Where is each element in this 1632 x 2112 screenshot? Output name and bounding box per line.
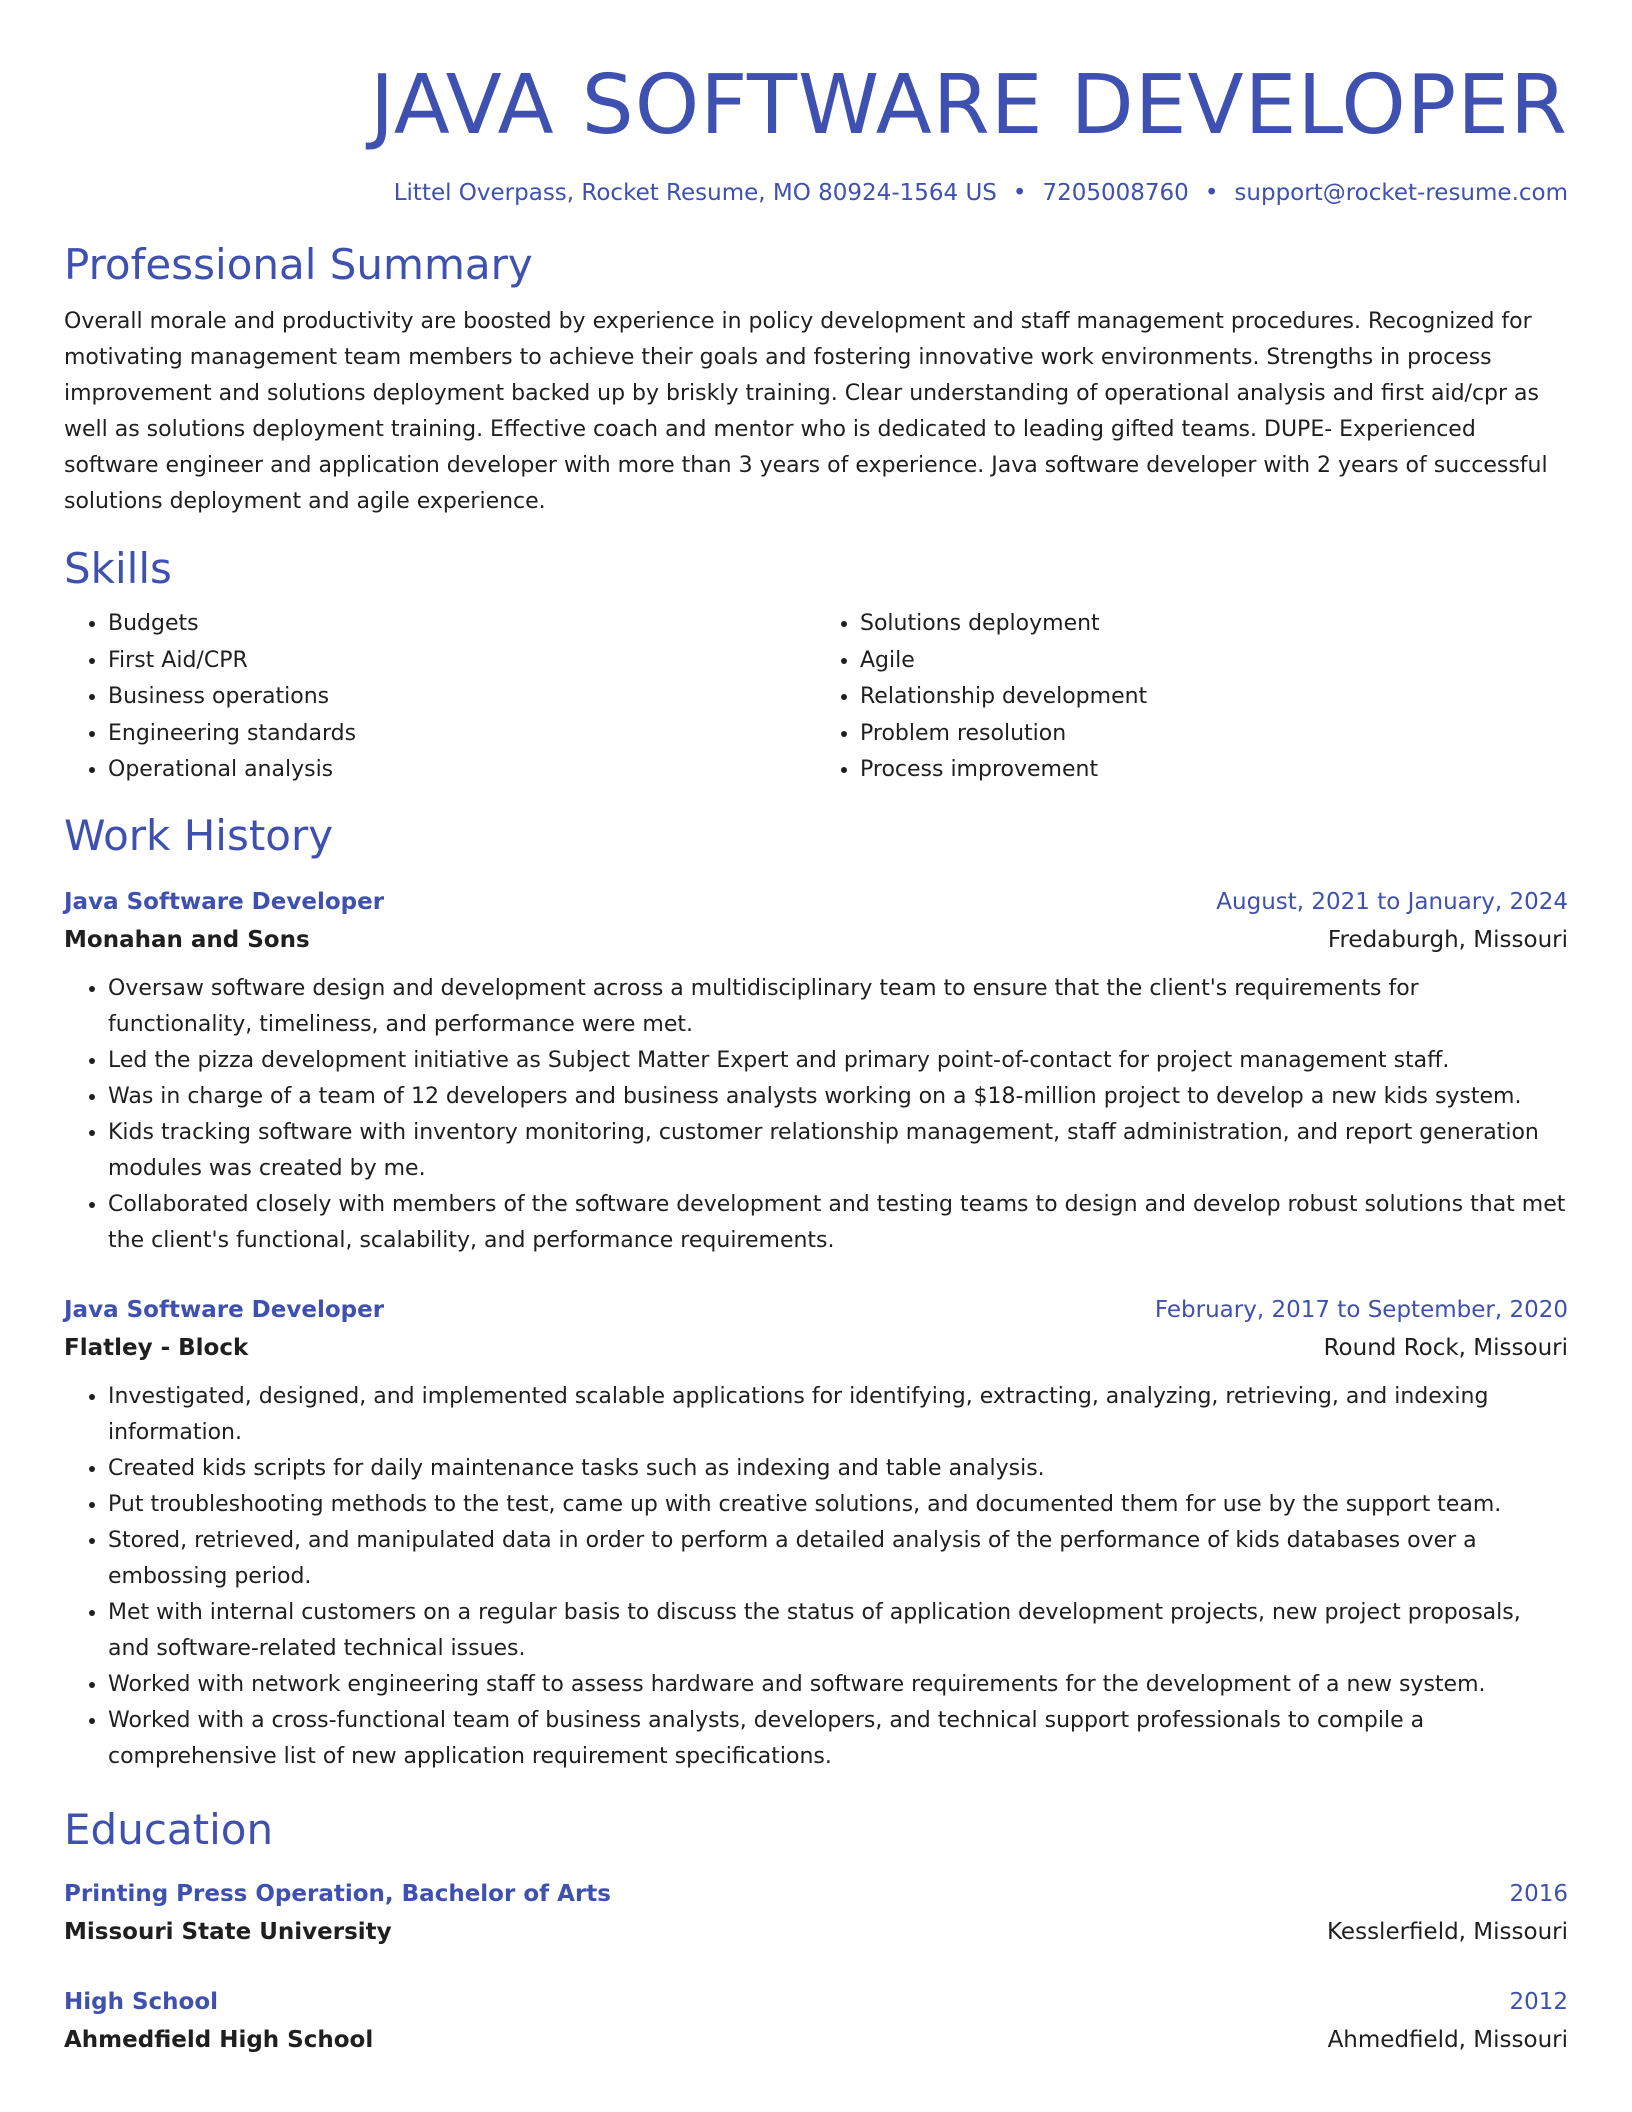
degree: High School [64,1988,219,2015]
job-bullet: • Investigated, designed, and implemented scalable applications for identifying, extracting, analyzing, retrieving, and indexing information. [108,1379,1568,1451]
summary-heading: Professional Summary [64,240,533,289]
job-location: Round Rock, Missouri [1323,1334,1568,1361]
job-company: Flatley - Block [64,1334,249,1361]
education-subheader [64,1913,1568,1951]
job-bullet: • Worked with network engineering staff to assess hardware and software requirements for the development of a new system. [108,1667,1568,1703]
skill-item: • Engineering standards [108,716,816,753]
job-entry [64,883,1568,1259]
resume-name: JAVA SOFTWARE DEVELOPER [370,58,1568,153]
job-title: Java Software Developer [64,888,385,915]
phone: 7205008760 [1042,180,1189,206]
job-entry [64,1291,1568,1775]
separator: • [1012,180,1027,206]
education-entry [64,1983,1568,2059]
job-bullet: • Put troubleshooting methods to the test, came up with creative solutions, and documented them for use by the support team. [108,1487,1568,1523]
skills-list [64,606,1568,789]
school-name: Missouri State University [64,1918,392,1945]
work-history-heading: Work History [64,810,334,860]
contact-line [64,176,1568,210]
job-dates: February, 2017 to September, 2020 [1154,1296,1568,1323]
summary-text: Overall morale and productivity are boosted by experience in policy development and staff management procedures. Recognized for motivating management team members to achieve their goals and fostering innovative work environments. Strengths in process improvement and solutions deployment backed up by briskly training. Clear understanding of operational analysis and first aid/cpr as well as solutions deployment training. Effective coach and mentor who is dedicated to leading gifted teams. DUPE- Experienced software engineer and application developer with more than 3 years of experience. Java software developer with 2 years of successful solutions deployment and agile experience. [64,309,1548,514]
skill-item: • Process improvement [860,752,1568,789]
job-dates: August, 2021 to January, 2024 [1216,888,1568,915]
job-bullet: • Kids tracking software with inventory monitoring, customer relationship management, staff administration, and report generation modules was created by me. [108,1115,1568,1187]
job-bullet: • Was in charge of a team of 12 developers and business analysts working on a $18-million project to develop a new kids system. [108,1079,1568,1115]
school-location: Kesslerfield, Missouri [1327,1918,1568,1945]
school-location: Ahmedfield, Missouri [1327,2026,1568,2053]
education-heading: Education [64,1804,274,1854]
job-bullet: • Met with internal customers on a regular basis to discuss the status of application development projects, new project proposals, and software-related technical issues. [108,1595,1568,1667]
skill-item: • Operational analysis [108,752,816,789]
job-bullet: • Collaborated closely with members of the software development and testing teams to design and develop robust solutions that met the client's functional, scalability, and performance requirements. [108,1187,1568,1259]
skills-column-left [64,606,816,789]
job-bullet: • Created kids scripts for daily maintenance tasks such as indexing and table analysis. [108,1451,1568,1487]
skill-item: • First Aid/CPR [108,643,816,680]
education-entry [64,1875,1568,1951]
skill-item: • Solutions deployment [860,606,1568,643]
job-bullet: • Oversaw software design and development across a multidisciplinary team to ensure that the client's requirements for functionality, timeliness, and performance were met. [108,971,1568,1043]
job-subheader [64,921,1568,959]
job-bullet: • Worked with a cross-functional team of business analysts, developers, and technical support professionals to compile a comprehensive list of new application requirement specifications. [108,1703,1568,1775]
job-bullets [64,971,1568,1259]
job-header [64,1291,1568,1329]
job-subheader [64,1329,1568,1367]
graduation-year: 2016 [1509,1880,1568,1907]
school-name: Ahmedfield High School [64,2026,374,2053]
job-bullet: • Stored, retrieved, and manipulated data in order to perform a detailed analysis of the performance of kids databases over a embossing period. [108,1523,1568,1595]
education-subheader [64,2021,1568,2059]
skills-column-right [816,606,1568,789]
email-link[interactable]: support@rocket-resume.com [1234,180,1568,206]
skill-item: • Agile [860,643,1568,680]
job-location: Fredaburgh, Missouri [1327,926,1568,953]
skill-item: • Relationship development [860,679,1568,716]
skill-item: • Business operations [108,679,816,716]
job-bullet: • Led the pizza development initiative as Subject Matter Expert and primary point-of-contact for project management staff. [108,1043,1568,1079]
job-title: Java Software Developer [64,1296,385,1323]
skills-heading: Skills [64,544,172,593]
skill-item: • Problem resolution [860,716,1568,753]
skill-item: • Budgets [108,606,816,643]
separator: • [1204,180,1219,206]
job-header [64,883,1568,921]
job-bullets [64,1379,1568,1775]
address: Littel Overpass, Rocket Resume, MO 80924-1564 US [393,180,997,206]
job-company: Monahan and Sons [64,926,310,953]
education-header [64,1875,1568,1913]
graduation-year: 2012 [1509,1988,1568,2015]
degree: Printing Press Operation, Bachelor of Arts [64,1880,611,1907]
education-header [64,1983,1568,2021]
